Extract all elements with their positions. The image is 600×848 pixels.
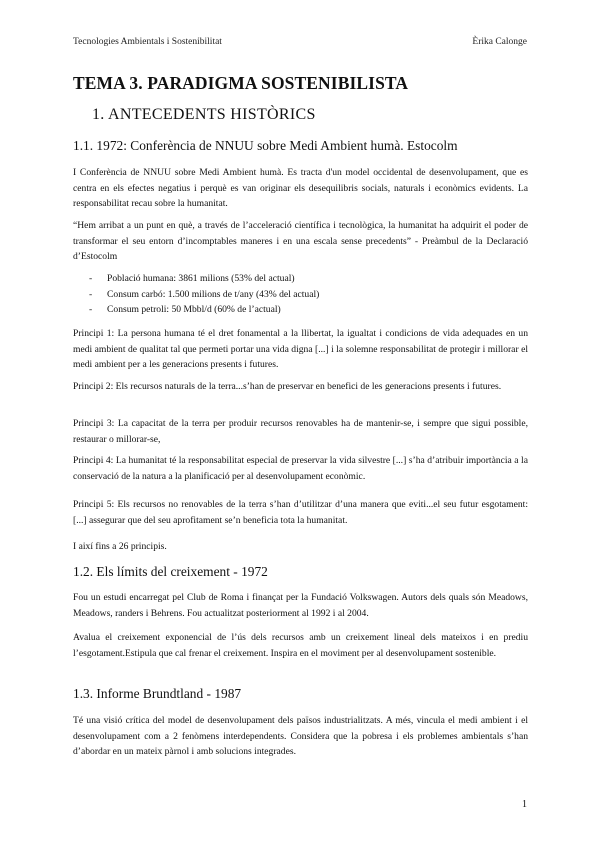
- paragraph-closing: I així fins a 26 principis.: [73, 541, 167, 552]
- stats-list: [73, 271, 319, 318]
- header-right: Èrika Calonge: [472, 37, 527, 47]
- subsection-heading-1-1: 1.1. 1972: Conferència de NNUU sobre Medi Ambient humà. Estocolm: [73, 138, 458, 153]
- paragraph-principi-1: Principi 1: La persona humana té el dret fonamental a la llibertat, la igualtat i condicions de vida adequades en un medi ambient de qualitat tal que permeti portar una vida digna [...] i la solemne responsabilitat de protegir i millorar el medi ambient per a les generacions presents i futures.: [73, 328, 528, 371]
- paragraph-principi-4: Principi 4: La humanitat té la responsabilitat especial de preservar la vida silvestre [...] s’ha d’atribuir importància a la conservació de la natura a la planificació per al desenvolupament econòmic.: [73, 455, 528, 482]
- paragraph-principi-5: Principi 5: Els recursos no renovables de la terra s’han d’utilitzar d’una manera que eviti...el seu futur esgotament: [...] assegurar que del seu aprofitament se’n beneficia tota la humanitat.: [73, 499, 528, 526]
- paragraph-quote: “Hem arribat a un punt en què, a través de l’acceleració científica i tecnològica, la humanitat ha adquirit el poder de transformar el seu entorn d’incomptables maneres i en una escala sense precedents” - Preàmbul de la Declaració d’Estocolm: [73, 220, 528, 263]
- paragraph-limits-2: Avalua el creixement exponencial de l’ús dels recursos amb un creixement lineal dels mateixos i en prediu l’esgotament.Estipula que cal frenar el creixement. Inspira en el moviment per al desenvolupament sostenible.: [73, 632, 528, 659]
- header-left: Tecnologies Ambientals i Sostenibilitat: [73, 37, 222, 47]
- paragraph-principi-3: Principi 3: La capacitat de la terra per produir recursos renovables ha de mantenir-se, i sempre que sigui possible, restaurar o millorar-se,: [73, 418, 528, 445]
- page-number: 1: [522, 799, 527, 810]
- subsection-heading-1-2: 1.2. Els límits del creixement - 1972: [73, 564, 268, 579]
- paragraph-limits-1: Fou un estudi encarregat pel Club de Roma i finançat per la Fundació Volkswagen. Autors dels quals són Meadows, Meadows, randers i Behrens. Fou actualitzat posteriorment al 1992 i al 2004.: [73, 592, 528, 619]
- list-item: - Població humana: 3861 milions (53% del actual): [89, 273, 295, 284]
- paragraph-principi-2: Principi 2: Els recursos naturals de la terra...s’han de preservar en benefici de les generacions presents i futures.: [73, 381, 502, 392]
- paragraph-brundtland: Té una visió crítica del model de desenvolupament dels països industrialitzats. A més, vincula el medi ambient i el desenvolupament com a 2 fenòmens interdependents. Considera que la pobresa i els problemes ambientals s’han d’abordar en un mateix pàrnol i amb solucions integrades.: [73, 715, 528, 758]
- page-title: TEMA 3. PARADIGMA SOSTENIBILISTA: [73, 73, 409, 93]
- paragraph-intro: I Conferència de NNUU sobre Medi Ambient humà. Es tracta d'un model occidental de desenvolupament, que es centra en els efectes negatius i perquè es van originar els desequilibris socials, naturals i econòmics evidents. La responsabilitat recau sobre la humanitat.: [73, 167, 528, 210]
- subsection-heading-1-3: 1.3. Informe Brundtland - 1987: [73, 686, 242, 701]
- section-heading: 1. ANTECEDENTS HISTÒRICS: [92, 106, 316, 123]
- list-item: - Consum petroli: 50 Mbbl/d (60% de l’actual): [89, 304, 281, 316]
- list-item: - Consum carbó: 1.500 milions de t/any (43% del actual): [89, 288, 320, 300]
